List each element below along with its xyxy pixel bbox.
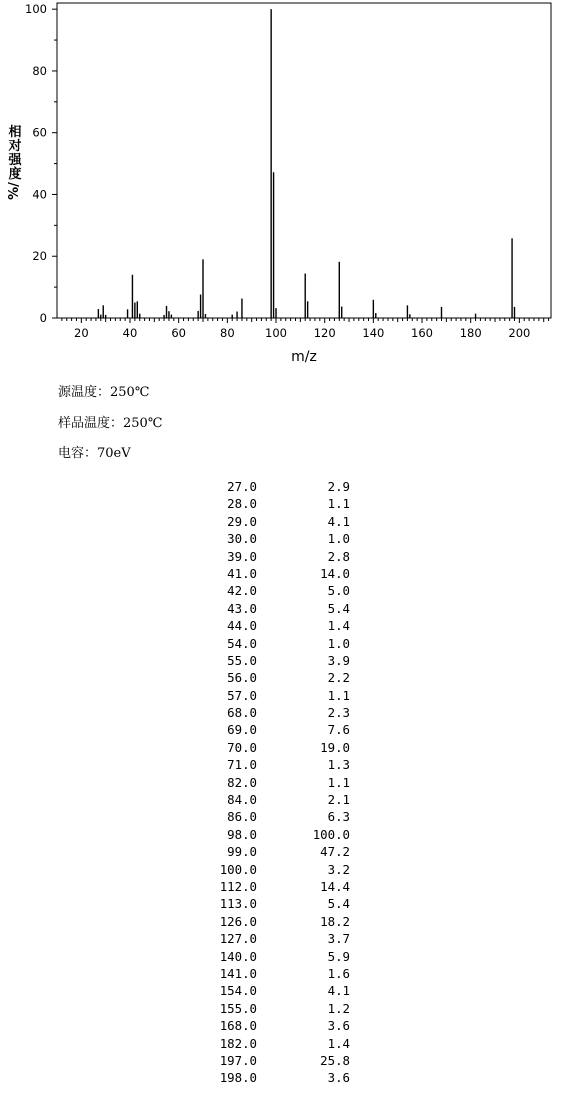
table-row (180, 808, 380, 825)
peak-mz: 141.0 (219, 965, 257, 981)
peak-abundance: 2.9 (327, 479, 350, 494)
peak-abundance: 2.1 (327, 792, 350, 808)
y-axis-unit: %/ (7, 182, 22, 200)
peak-abundance: 6.3 (327, 809, 350, 825)
table-row (180, 652, 380, 669)
peak-abundance: 4.1 (327, 983, 350, 999)
table-row (180, 756, 380, 773)
table-row (180, 791, 380, 808)
table-row (180, 548, 380, 565)
peak-mz: 182.0 (219, 1035, 257, 1051)
peak-mz: 70.0 (227, 739, 257, 755)
peak-abundance: 5.9 (327, 948, 350, 964)
peak-abundance: 14.4 (320, 878, 350, 894)
table-row (180, 721, 380, 738)
x-tick-label: 160 (411, 326, 434, 340)
source-temperature: 源温度：250℃ (58, 385, 150, 400)
table-row (180, 1052, 380, 1069)
peak-mz: 126.0 (219, 913, 257, 929)
peak-abundance: 3.6 (327, 1070, 350, 1086)
peak-abundance: 3.6 (327, 1018, 350, 1034)
table-row (180, 739, 380, 756)
table-row (180, 1069, 380, 1086)
peak-abundance: 5.0 (327, 583, 350, 599)
peak-abundance: 19.0 (320, 739, 350, 755)
x-tick-label: 140 (362, 326, 385, 340)
peak-mz: 154.0 (219, 983, 257, 999)
peak-mz: 86.0 (227, 809, 257, 825)
peak-mz: 197.0 (219, 1052, 257, 1068)
peak-mz: 112.0 (219, 878, 257, 894)
peak-abundance: 1.2 (327, 1000, 350, 1016)
table-row (180, 878, 380, 895)
peak-mz: 98.0 (227, 826, 257, 842)
x-tick-label: 80 (220, 326, 235, 340)
ionization-energy: 电容：70eV (58, 446, 131, 461)
y-axis-title (6, 126, 24, 198)
peak-abundance: 7.6 (327, 722, 350, 738)
table-row (180, 965, 380, 982)
table-row (180, 687, 380, 704)
table-row (180, 930, 380, 947)
peak-abundance: 1.1 (327, 496, 350, 512)
peak-mz: 57.0 (227, 687, 257, 703)
peak-mz: 99.0 (227, 844, 257, 860)
table-row (180, 495, 380, 512)
y-tick-label: 100 (25, 2, 47, 17)
peak-mz: 44.0 (227, 618, 257, 634)
table-row (180, 895, 380, 912)
peak-mz: 54.0 (227, 635, 257, 651)
peak-abundance: 2.2 (327, 670, 350, 686)
peak-abundance: 1.1 (327, 687, 350, 703)
peak-mz: 113.0 (219, 896, 257, 912)
peak-mz: 198.0 (219, 1070, 257, 1086)
x-tick-label: 100 (265, 326, 287, 340)
table-row (180, 582, 380, 599)
table-row (180, 982, 380, 999)
table-row (180, 826, 380, 843)
table-row (180, 600, 380, 617)
y-tick-label: 40 (32, 187, 47, 202)
peak-mz: 41.0 (227, 565, 257, 581)
peak-abundance: 1.1 (327, 774, 350, 790)
peak-mz: 140.0 (219, 948, 257, 964)
peak-mz: 28.0 (227, 496, 257, 512)
peak-mz: 155.0 (219, 1000, 257, 1016)
y-tick-label: 60 (32, 125, 47, 140)
peak-mz: 100.0 (219, 861, 257, 877)
peak-abundance: 100.0 (312, 826, 350, 842)
table-row (180, 774, 380, 791)
x-tick-label: 20 (74, 326, 89, 340)
table-row (180, 617, 380, 634)
x-axis-label: m/z (291, 349, 317, 365)
table-row (180, 1035, 380, 1052)
peak-abundance: 1.4 (327, 1035, 350, 1051)
table-row (180, 913, 380, 930)
peak-abundance: 5.4 (327, 600, 350, 616)
peak-mz: 127.0 (219, 931, 257, 947)
peak-mz: 27.0 (227, 479, 257, 494)
peak-abundance: 2.3 (327, 705, 350, 721)
peak-abundance: 3.7 (327, 931, 350, 947)
peak-abundance: 4.1 (327, 513, 350, 529)
peak-abundance: 14.0 (320, 565, 350, 581)
table-row (180, 948, 380, 965)
peak-abundance: 1.0 (327, 531, 350, 547)
x-tick-label: 200 (508, 326, 531, 340)
table-row (180, 513, 380, 530)
peak-mz: 56.0 (227, 670, 257, 686)
mass-spectrum-chart (0, 0, 570, 370)
peak-mz: 42.0 (227, 583, 257, 599)
x-tick-label: 60 (171, 326, 186, 340)
x-tick-label: 180 (459, 326, 482, 340)
table-row (180, 1000, 380, 1017)
table-row (180, 704, 380, 721)
peak-mz: 55.0 (227, 652, 257, 668)
table-row (180, 861, 380, 878)
x-tick-label: 120 (313, 326, 336, 340)
peak-abundance: 5.4 (327, 896, 350, 912)
peak-mz: 84.0 (227, 792, 257, 808)
peak-abundance: 1.6 (327, 965, 350, 981)
table-row (180, 669, 380, 686)
peak-mz: 71.0 (227, 757, 257, 773)
table-row (180, 1017, 380, 1034)
peak-mz: 69.0 (227, 722, 257, 738)
peak-abundance: 3.9 (327, 652, 350, 668)
peak-mz: 39.0 (227, 548, 257, 564)
table-row (180, 843, 380, 860)
y-tick-label: 20 (32, 249, 47, 264)
peak-mz: 29.0 (227, 513, 257, 529)
peak-mz: 82.0 (227, 774, 257, 790)
peak-table (180, 478, 380, 1087)
peak-mz: 68.0 (227, 705, 257, 721)
x-tick-label: 40 (122, 326, 138, 340)
y-axis-label: 相对强度 (8, 125, 22, 182)
peak-mz: 30.0 (227, 531, 257, 547)
y-tick-label: 0 (39, 311, 47, 325)
peak-abundance: 47.2 (320, 844, 350, 860)
peak-abundance: 25.8 (320, 1052, 350, 1068)
peak-abundance: 18.2 (320, 913, 350, 929)
table-row (180, 478, 380, 495)
table-row (180, 530, 380, 547)
sample-temperature: 样品温度：250℃ (58, 416, 163, 431)
peak-abundance: 2.8 (327, 548, 350, 564)
table-row (180, 635, 380, 652)
peak-abundance: 1.3 (327, 757, 350, 773)
peak-abundance: 1.0 (327, 635, 350, 651)
peak-mz: 43.0 (227, 600, 257, 616)
peak-mz: 168.0 (219, 1018, 257, 1034)
y-tick-label: 80 (32, 63, 47, 78)
table-row (180, 565, 380, 582)
plot-frame (57, 3, 551, 318)
peak-abundance: 1.4 (327, 618, 350, 634)
peak-abundance: 3.2 (327, 861, 350, 877)
